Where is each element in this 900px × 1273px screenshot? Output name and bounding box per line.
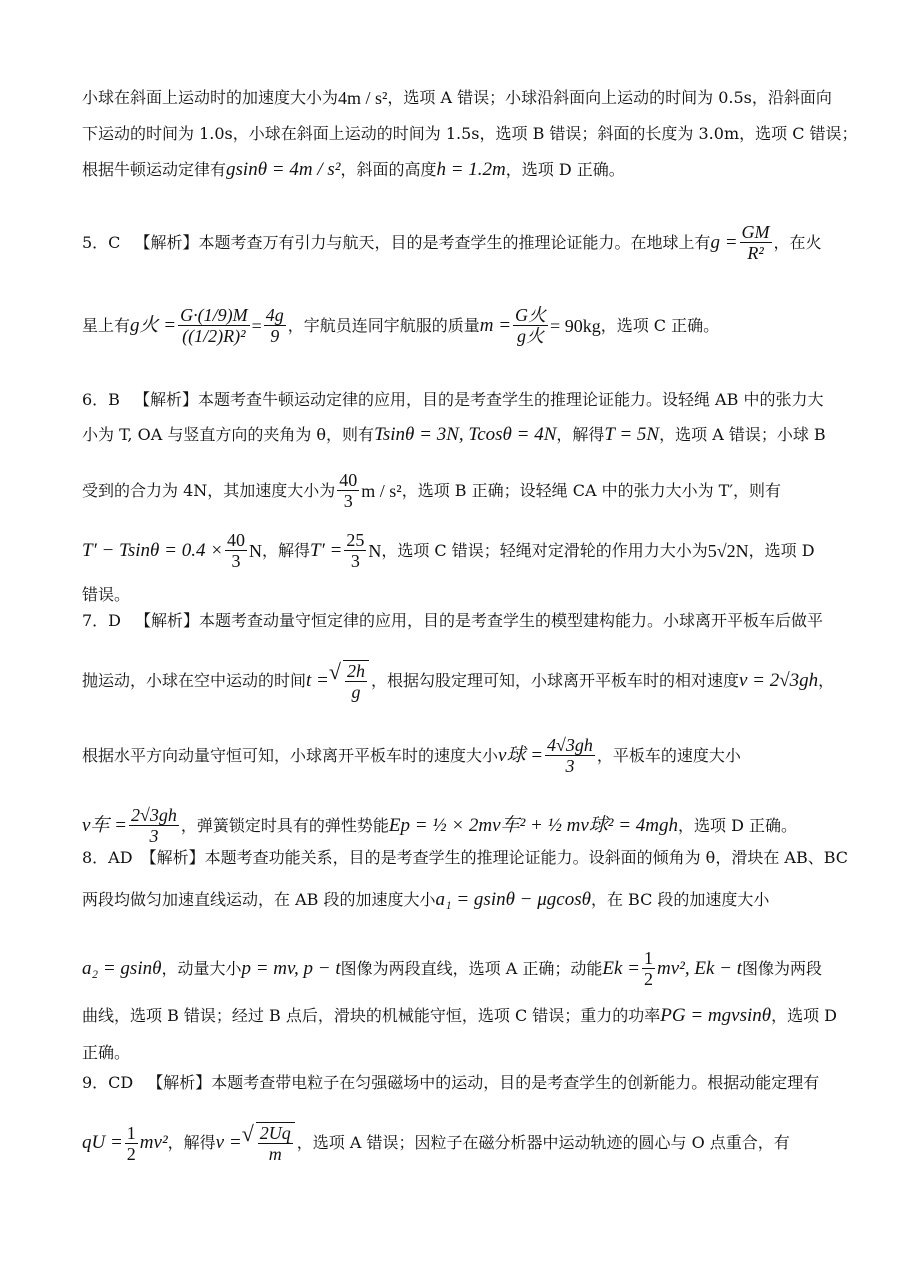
text-line [82, 124, 858, 144]
fraction [513, 305, 548, 346]
text: ，选项 C 正确。 [600, 315, 720, 335]
answer-label: 8．AD [82, 848, 133, 867]
text: ，选项 B 正确；设轻绳 CA 中的张力大小为 T′，则有 [401, 480, 781, 500]
numerator: 2h [346, 661, 365, 681]
answer-label: 9．CD [82, 1073, 134, 1092]
text: 错误。 [82, 585, 131, 604]
formula: T′ − Tsinθ = 0.4 × [82, 539, 224, 561]
numerator: 40 [227, 530, 246, 550]
formula: 5√2N [707, 540, 749, 561]
denominator: 2 [126, 1143, 136, 1164]
answer-6-line-4 [82, 530, 820, 571]
fraction [264, 305, 286, 346]
formula: PG = mgvsinθ [660, 1005, 772, 1026]
text: 根据水平方向动量守恒可知，小球离开平板车时的速度大小 [82, 745, 499, 765]
answer-6-line-2 [82, 424, 826, 445]
denominator: R² [747, 243, 764, 263]
analysis-tag: 【解析】 [135, 611, 200, 630]
text: 下运动的时间为 1.0s，小球在斜面上运动的时间为 1.5s，选项 B 错误；斜面的长度为 3.0m，选项 C 错误； [82, 124, 858, 143]
fraction [256, 1122, 295, 1164]
denominator: ((1/2)R)² [182, 326, 246, 346]
text: ，动量大小 [161, 958, 242, 978]
analysis-tag: 【解析】 [140, 848, 205, 867]
text: ，选项 D 正确。 [505, 160, 625, 179]
fraction [344, 530, 366, 571]
numerator: 25 [346, 530, 365, 550]
text: ，解得 [262, 540, 311, 560]
formula: gsinθ = 4m / s² [226, 159, 341, 180]
text: ，平板车的速度大小 [596, 745, 741, 765]
radical-sign-icon: √ [241, 1121, 254, 1146]
numerator: G火 [515, 305, 547, 325]
answer-7-line-2 [82, 659, 835, 702]
text: 图像为两段 [741, 958, 822, 978]
text: ，选项 D [748, 540, 815, 560]
formula: a₂ = gsinθ [82, 957, 162, 979]
formula: mv² [139, 1132, 168, 1153]
formula: Ep = ½ × 2mv车² + ½ mv球² = 4mgh [388, 814, 678, 836]
text: ，选项 D [771, 1006, 838, 1025]
fraction [129, 805, 179, 846]
formula: T′ = [310, 539, 343, 561]
text: ，根据勾股定理可知，小球离开平板车时的相对速度 [370, 671, 739, 690]
answer-7-line-4 [82, 805, 820, 846]
formula: m = [479, 314, 512, 336]
analysis-tag: 【解析】 [134, 232, 199, 252]
text: ，选项 A 错误；小球 B [659, 425, 826, 444]
formula: T = 5N [604, 424, 660, 445]
formula: N [249, 540, 263, 561]
formula: t = [306, 670, 329, 691]
text: 受到的合力为 4N，其加速度大小为 [82, 480, 336, 500]
analysis-tag: 【解析】 [147, 1073, 212, 1092]
text: 星上有 [82, 315, 131, 335]
text: ，解得 [556, 425, 605, 444]
formula: m / s² [361, 480, 402, 501]
answer-7-line-3 [82, 735, 820, 776]
text: ，在 BC 段的加速度大小 [590, 890, 770, 909]
numerator: 2Uq [259, 1123, 291, 1143]
answer-6-line-3 [82, 470, 820, 511]
formula: = [251, 315, 262, 336]
numerator: 1 [643, 948, 653, 968]
formula: N [368, 540, 382, 561]
denominator: 2 [643, 969, 653, 989]
formula: 4m / s² [338, 88, 388, 108]
formula: qU = [82, 1132, 123, 1153]
answer-8-line-4 [82, 1005, 838, 1026]
text: 小为 T, OA 与竖直方向的夹角为 θ，则有 [82, 425, 375, 444]
fraction [337, 470, 359, 511]
denominator: 3 [343, 491, 353, 511]
text: ，选项 C 错误；轻绳对定滑轮的作用力大小为 [381, 540, 708, 560]
fraction [343, 660, 369, 702]
denominator: 3 [231, 551, 241, 571]
fraction [178, 305, 249, 346]
formula: mv², Ek − t [656, 957, 742, 979]
text: 本题考查万有引力与航天，目的是考查学生的推理论证能力。在地球上有 [198, 232, 711, 252]
answer-8-line-1 [82, 848, 849, 868]
denominator: g火 [517, 326, 545, 346]
text: ，宇航员连同宇航服的质量 [287, 315, 480, 335]
square-root [242, 1122, 297, 1164]
text: 根据牛顿运动定律有 [82, 160, 227, 179]
text: 小球在斜面上运动时的加速度大小为 [82, 88, 339, 107]
numerator: 40 [339, 470, 358, 490]
answer-8-line-2 [82, 890, 820, 910]
answer-8-line-3 [82, 948, 820, 989]
numerator: 2√3gh [131, 805, 177, 825]
denominator: m [268, 1144, 282, 1164]
text-line [82, 88, 832, 108]
text: 图像为两段直线，选项 A 正确；动能 [340, 958, 603, 978]
denominator: 3 [565, 756, 575, 776]
square-root [329, 660, 371, 702]
text: ，选项 D 正确。 [678, 815, 798, 835]
text: 本题考查带电粒子在匀强磁场中的运动，目的是考查学生的创新能力。根据动能定理有 [211, 1073, 820, 1092]
answer-8-line-5 [82, 1043, 820, 1063]
text: ，解得 [167, 1133, 216, 1152]
answer-6-line-5 [82, 585, 820, 605]
text: 正确。 [82, 1043, 131, 1062]
denominator: 9 [270, 326, 280, 346]
text: ，在火 [773, 232, 822, 252]
fraction [225, 530, 247, 571]
answer-9-line-1 [82, 1073, 820, 1093]
answer-5-line-2 [82, 305, 820, 346]
analysis-tag: 【解析】 [133, 390, 198, 409]
formula: g = [710, 231, 738, 253]
formula: a₁ = gsinθ − μgcosθ [435, 889, 591, 910]
numerator: 4√3gh [547, 735, 593, 755]
text: ，斜面的高度 [340, 160, 437, 179]
text: ，选项 A 错误；小球沿斜面向上运动的时间为 0.5s，沿斜面向 [387, 88, 832, 107]
denominator: g [351, 682, 361, 702]
text: 两段均做匀加速直线运动，在 AB 段的加速度大小 [82, 890, 436, 909]
denominator: 3 [149, 826, 159, 846]
fraction [125, 1123, 138, 1164]
text: 本题考查牛顿运动定律的应用，目的是考查学生的推理论证能力。设轻绳 AB 中的张力大 [197, 390, 824, 409]
text: 曲线，选项 B 错误；经过 B 点后，滑块的机械能守恒，选项 C 错误；重力的功率 [82, 1006, 661, 1025]
answer-label: 7．D [82, 611, 122, 630]
numerator: 1 [126, 1122, 136, 1143]
fraction [740, 222, 772, 263]
text: ， [818, 671, 835, 690]
formula: v球 = [498, 744, 544, 766]
fraction [545, 735, 595, 776]
answer-5-line-1 [82, 222, 820, 263]
radical-sign-icon: √ [328, 659, 341, 684]
answer-label: 6．B [82, 390, 120, 409]
formula: = 90kg [550, 315, 601, 336]
formula: Ek = [602, 957, 640, 979]
text: 抛运动，小球在空中运动的时间 [82, 671, 307, 690]
numerator: G·(1/9)M [180, 305, 248, 325]
fraction [642, 948, 655, 989]
formula: v = 2√3gh [738, 670, 819, 691]
text: 本题考查动量守恒定律的应用，目的是考查学生的模型建构能力。小球离开平板车后做平 [199, 611, 824, 630]
formula: g火 = [130, 314, 177, 336]
numerator: GM [741, 222, 770, 242]
numerator: 4g [265, 305, 284, 325]
text: ，弹簧锁定时具有的弹性势能 [180, 815, 389, 835]
formula: v车 = [82, 814, 128, 836]
answer-label: 5．C [82, 232, 121, 252]
text: 本题考查功能关系，目的是考查学生的推理论证能力。设斜面的倾角为 θ，滑块在 AB、BC [204, 848, 849, 867]
formula: h = 1.2m [436, 159, 506, 180]
formula: p = mv, p − t [241, 957, 341, 979]
formula: v = [215, 1132, 242, 1153]
answer-7-line-1 [82, 611, 824, 631]
answer-9-line-2 [82, 1122, 820, 1164]
denominator: 3 [350, 551, 360, 571]
answer-6-line-1 [82, 390, 824, 410]
text-line [82, 160, 820, 180]
text: ，选项 A 错误；因粒子在磁分析器中运动轨迹的圆心与 O 点重合，有 [296, 1133, 790, 1152]
formula: Tsinθ = 3N, Tcosθ = 4N [374, 424, 557, 445]
